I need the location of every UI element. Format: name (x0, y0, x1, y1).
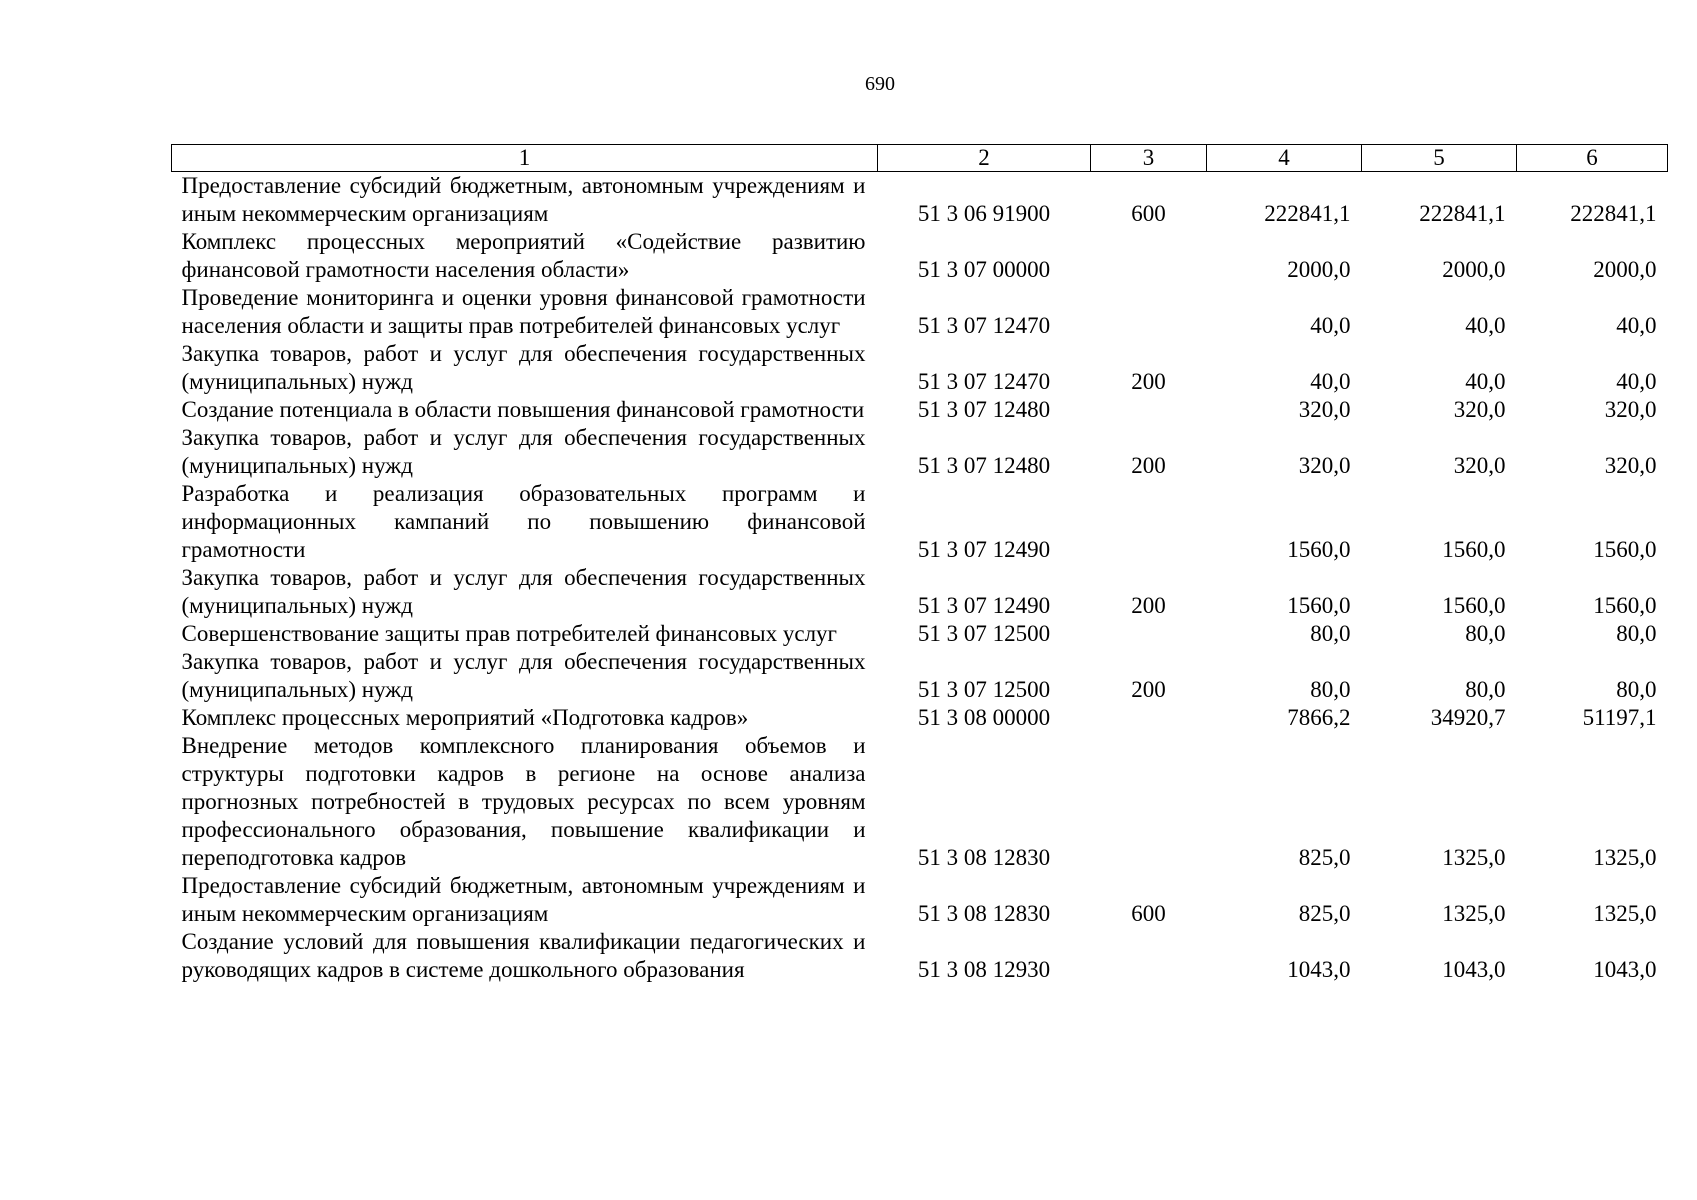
row-name: Предоставление субсидий бюджетным, автономным учреждениям и иным некоммерческим организациям (181, 873, 866, 926)
row-expense-type (1091, 228, 1207, 284)
row-value-col-6: 2000,0 (1593, 257, 1657, 282)
row-value-col-6: 80,0 (1616, 621, 1657, 646)
row-name: Закупка товаров, работ и услуг для обеспечения государственных (муниципальных) нужд (181, 341, 866, 394)
row-expense-type (1091, 620, 1207, 648)
row-value-col-6: 80,0 (1616, 677, 1657, 702)
row-expense-type (1091, 732, 1207, 872)
row-code: 51 3 07 12490 (917, 537, 1051, 562)
table-row (172, 480, 1668, 564)
row-code: 51 3 08 00000 (917, 705, 1051, 730)
row-code: 51 3 07 12490 (917, 593, 1051, 618)
row-value-col-6: 222841,1 (1570, 201, 1657, 226)
header-col-5: 5 (1362, 145, 1517, 172)
row-value-col-5: 34920,7 (1430, 705, 1506, 730)
row-value-col-5: 320,0 (1453, 397, 1506, 422)
header-col-2: 2 (878, 145, 1091, 172)
row-value-col-4: 1043,0 (1287, 957, 1351, 982)
row-value-col-4: 40,0 (1310, 369, 1351, 394)
row-value-col-6: 51197,1 (1582, 705, 1657, 730)
row-expense-type: 200 (1131, 593, 1166, 618)
row-name: Проведение мониторинга и оценки уровня финансовой грамотности населения области и защиты прав потребителей финансовых услуг (181, 285, 866, 338)
row-value-col-6: 1043,0 (1593, 957, 1657, 982)
row-code: 51 3 06 91900 (917, 201, 1051, 226)
row-expense-type: 200 (1131, 369, 1166, 394)
row-value-col-4: 80,0 (1310, 621, 1351, 646)
row-value-col-5: 80,0 (1465, 621, 1506, 646)
row-value-col-5: 1325,0 (1442, 845, 1506, 870)
row-value-col-5: 40,0 (1465, 313, 1506, 338)
row-code: 51 3 07 12470 (917, 313, 1051, 338)
page-number: 690 (865, 73, 895, 95)
table-row (172, 704, 1668, 732)
row-value-col-5: 320,0 (1453, 453, 1506, 478)
header-col-6: 6 (1517, 145, 1668, 172)
row-code: 51 3 08 12930 (917, 957, 1051, 982)
row-code: 51 3 08 12830 (917, 901, 1051, 926)
table-row (172, 564, 1668, 620)
row-value-col-5: 1325,0 (1442, 901, 1506, 926)
table-row (172, 928, 1668, 984)
row-value-col-4: 1560,0 (1287, 537, 1351, 562)
row-value-col-4: 825,0 (1298, 901, 1351, 926)
row-expense-type (1091, 480, 1207, 564)
row-value-col-5: 2000,0 (1442, 257, 1506, 282)
row-code: 51 3 07 12500 (917, 621, 1051, 646)
row-value-col-6: 320,0 (1604, 397, 1657, 422)
row-name: Закупка товаров, работ и услуг для обеспечения государственных (муниципальных) нужд (181, 649, 866, 702)
row-name: Предоставление субсидий бюджетным, автономным учреждениям и иным некоммерческим организациям (181, 173, 866, 226)
budget-table (171, 144, 1668, 984)
row-value-col-6: 320,0 (1604, 453, 1657, 478)
table-row (172, 648, 1668, 704)
row-value-col-5: 1560,0 (1442, 537, 1506, 562)
row-value-col-5: 40,0 (1465, 369, 1506, 394)
table-row (172, 284, 1668, 340)
row-name: Совершенствование защиты прав потребителей финансовых услуг (181, 621, 837, 646)
row-expense-type: 200 (1131, 453, 1166, 478)
table-row (172, 424, 1668, 480)
header-row (172, 145, 1668, 172)
row-expense-type (1091, 284, 1207, 340)
row-value-col-5: 80,0 (1465, 677, 1506, 702)
header-col-3: 3 (1091, 145, 1207, 172)
row-name: Создание условий для повышения квалификации педагогических и руководящих кадров в системе дошкольного образования (181, 929, 866, 982)
row-expense-type (1091, 396, 1207, 424)
row-value-col-4: 40,0 (1310, 313, 1351, 338)
row-expense-type: 600 (1131, 201, 1166, 226)
row-expense-type (1091, 704, 1207, 732)
table-row (172, 396, 1668, 424)
row-value-col-4: 7866,2 (1287, 705, 1351, 730)
row-value-col-6: 1560,0 (1593, 537, 1657, 562)
row-expense-type: 200 (1131, 677, 1166, 702)
row-value-col-4: 222841,1 (1264, 201, 1351, 226)
table-body (172, 172, 1668, 985)
row-value-col-6: 1325,0 (1593, 901, 1657, 926)
table-row (172, 228, 1668, 284)
table-row (172, 872, 1668, 928)
row-code: 51 3 07 12480 (917, 453, 1051, 478)
row-code: 51 3 07 12480 (917, 397, 1051, 422)
row-name: Разработка и реализация образовательных программ и информационных кампаний по повышению финансовой грамотности (181, 481, 866, 562)
row-name: Комплекс процессных мероприятий «Содействие развитию финансовой грамотности населения области» (181, 229, 866, 282)
row-name: Создание потенциала в области повышения финансовой грамотности (181, 397, 865, 422)
row-value-col-4: 825,0 (1298, 845, 1351, 870)
row-value-col-4: 320,0 (1298, 397, 1351, 422)
row-value-col-6: 1560,0 (1593, 593, 1657, 618)
header-col-4: 4 (1207, 145, 1362, 172)
header-col-1: 1 (172, 145, 878, 172)
row-value-col-5: 1043,0 (1442, 957, 1506, 982)
row-name: Закупка товаров, работ и услуг для обеспечения государственных (муниципальных) нужд (181, 565, 866, 618)
row-value-col-6: 1325,0 (1593, 845, 1657, 870)
row-name: Комплекс процессных мероприятий «Подготовка кадров» (181, 705, 749, 730)
row-code: 51 3 08 12830 (917, 845, 1051, 870)
row-name: Внедрение методов комплексного планирования объемов и структуры подготовки кадров в регионе на основе анализа прогнозных потребностей в трудовых ресурсах по всем уровням профессионального образования, повышение квалификации и переподготовка кадров (181, 733, 866, 870)
row-value-col-5: 222841,1 (1419, 201, 1506, 226)
row-value-col-4: 2000,0 (1287, 257, 1351, 282)
row-value-col-4: 320,0 (1298, 453, 1351, 478)
row-code: 51 3 07 00000 (917, 257, 1051, 282)
row-value-col-6: 40,0 (1616, 313, 1657, 338)
row-expense-type (1091, 928, 1207, 984)
row-value-col-4: 1560,0 (1287, 593, 1351, 618)
row-name: Закупка товаров, работ и услуг для обеспечения государственных (муниципальных) нужд (181, 425, 866, 478)
table-row (172, 620, 1668, 648)
row-value-col-5: 1560,0 (1442, 593, 1506, 618)
table-row (172, 732, 1668, 872)
row-expense-type: 600 (1131, 901, 1166, 926)
row-value-col-6: 40,0 (1616, 369, 1657, 394)
table-row (172, 340, 1668, 396)
table-row (172, 172, 1668, 229)
row-code: 51 3 07 12500 (917, 677, 1051, 702)
row-code: 51 3 07 12470 (917, 369, 1051, 394)
row-value-col-4: 80,0 (1310, 677, 1351, 702)
